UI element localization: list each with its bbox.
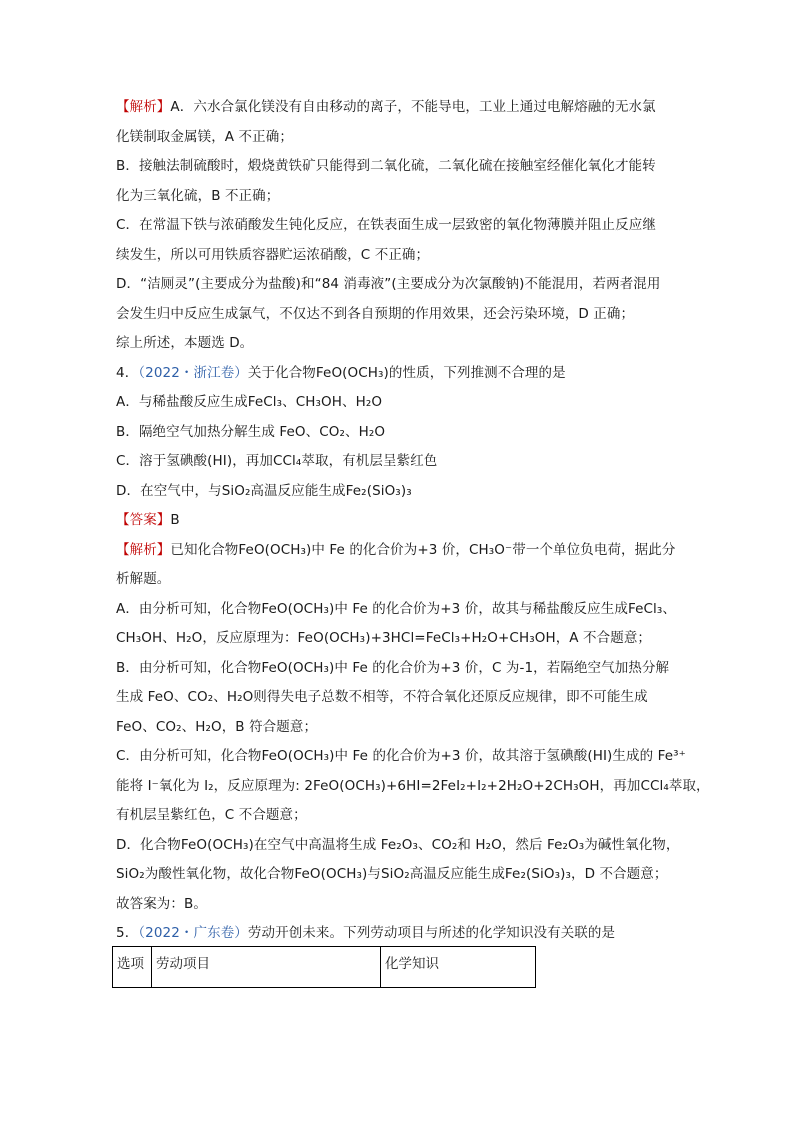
question-4-analysis-c-2: 能将 I⁻氧化为 I₂，反应原理为: 2FeO(OCH₃)+6HI=2FeI₂+I₂+2H₂O+2CH₃OH，再加CCl₄萃取， xyxy=(116,777,710,794)
question-4-conclusion: 故答案为：B。 xyxy=(116,895,207,912)
question-4-analysis-c-1: C．由分析可知，化合物FeO(OCH₃)中 Fe 的化合价为+3 价，故其溶于氢碘酸(HI)生成的 Fe³⁺ xyxy=(116,748,686,764)
question-4-stem: 4．（2022・浙江卷）关于化合物FeO(OCH₃)的性质，下列推测不合理的是 xyxy=(116,364,566,381)
question-4-option-a: A．与稀盐酸反应生成FeCl₃、CH₃OH、H₂O xyxy=(116,394,383,410)
analysis-prev-c-line2: 续发生，所以可用铁质容器贮运浓硝酸，C 不正确； xyxy=(116,246,430,263)
table-header-cell: 劳动项目 xyxy=(152,947,381,988)
analysis-prev-d-line1: D．“洁厕灵”(主要成分为盐酸)和“84 消毒液”(主要成分为次氯酸钠)不能混用，若两者混用 xyxy=(116,276,661,292)
analysis-prev-b-line1: B．接触法制硫酸时，煅烧黄铁矿只能得到二氧化硫，二氧化硫在接触室经催化氧化才能转 xyxy=(116,158,656,174)
question-4-analysis-b-2: 生成 FeO、CO₂、H₂O则得失电子总数不相等，不符合氧化还原反应规律，即不可能生成 xyxy=(116,689,648,705)
question-4-analysis-b-1: B．由分析可知，化合物FeO(OCH₃)中 Fe 的化合价为+3 价，C 为-1，若隔绝空气加热分解 xyxy=(116,659,670,676)
analysis-prev-d-line2: 会发生归中反应生成氯气，不仅达不到各自预期的作用效果，还会污染环境，D 正确； xyxy=(116,305,635,322)
question-4-analysis-a-1: A．由分析可知，化合物FeO(OCH₃)中 Fe 的化合价为+3 价，故其与稀盐酸反应生成FeCl₃、 xyxy=(116,600,676,617)
question-4-option-b: B．隔绝空气加热分解生成 FeO、CO₂、H₂O xyxy=(116,423,386,440)
analysis-prev-c-line1: C．在常温下铁与浓硝酸发生钝化反应，在铁表面生成一层致密的氧化物薄膜并阻止反应继 xyxy=(116,217,656,233)
question-4-analysis-intro: 【解析】已知化合物FeO(OCH₃)中 Fe 的化合价为+3 价，CH₃O⁻带一个单位负电荷，据此分 xyxy=(116,541,676,558)
table-header-cell: 化学知识 xyxy=(381,947,536,988)
analysis-prev-a-line2: 化镁制取金属镁，A 不正确； xyxy=(116,128,293,145)
question-5-stem: 5．（2022・广东卷）劳动开创未来。下列劳动项目与所述的化学知识没有关联的是 xyxy=(116,925,616,941)
question-4-analysis-b-3: FeO、CO₂、H₂O，B 符合题意； xyxy=(116,718,318,735)
question-4-analysis-d-1: D．化合物FeO(OCH₃)在空气中高温将生成 Fe₂O₃、CO₂和 H₂O，然后 Fe₂O₃为碱性氧化物， xyxy=(116,836,680,853)
analysis-tag: 【解析】 xyxy=(116,99,171,115)
analysis-prev-b-line2: 化为三氧化硫，B 不正确； xyxy=(116,187,280,204)
analysis-tag: 【解析】 xyxy=(116,541,171,558)
analysis-prev-a-line1: 【解析】A．六水合氯化镁没有自由移动的离子，不能导电，工业上通过电解熔融的无水氯 xyxy=(116,99,656,115)
table-header-cell: 选项 xyxy=(113,947,152,988)
question-4-answer: 【答案】B xyxy=(116,512,180,528)
question-5-table xyxy=(112,946,536,988)
question-source: （2022・广东卷） xyxy=(138,925,248,941)
question-4-analysis-c-3: 有机层呈紫红色，C 不合题意； xyxy=(116,807,307,823)
question-source: （2022・浙江卷） xyxy=(138,364,248,381)
analysis-prev-summary: 综上所述，本题选 D。 xyxy=(116,335,254,351)
question-4-option-d: D．在空气中，与SiO₂高温反应能生成Fe₂(SiO₃)₃ xyxy=(116,482,412,499)
question-4-option-c: C．溶于氢碘酸(HI)，再加CCl₄萃取，有机层呈紫红色 xyxy=(116,453,438,469)
table-header-row xyxy=(113,947,536,988)
question-4-analysis-d-2: SiO₂为酸性氧化物，故化合物FeO(OCH₃)与SiO₂高温反应能生成Fe₂(SiO₃)₃，D 不合题意； xyxy=(116,866,668,882)
answer-tag: 【答案】 xyxy=(116,512,171,528)
question-4-analysis-a-2: CH₃OH、H₂O，反应原理为：FeO(OCH₃)+3HCl=FeCl₃+H₂O+CH₃OH，A 不合题意； xyxy=(116,630,652,646)
document-body xyxy=(116,93,710,949)
question-4-analysis-intro-2: 析解题。 xyxy=(116,571,171,587)
